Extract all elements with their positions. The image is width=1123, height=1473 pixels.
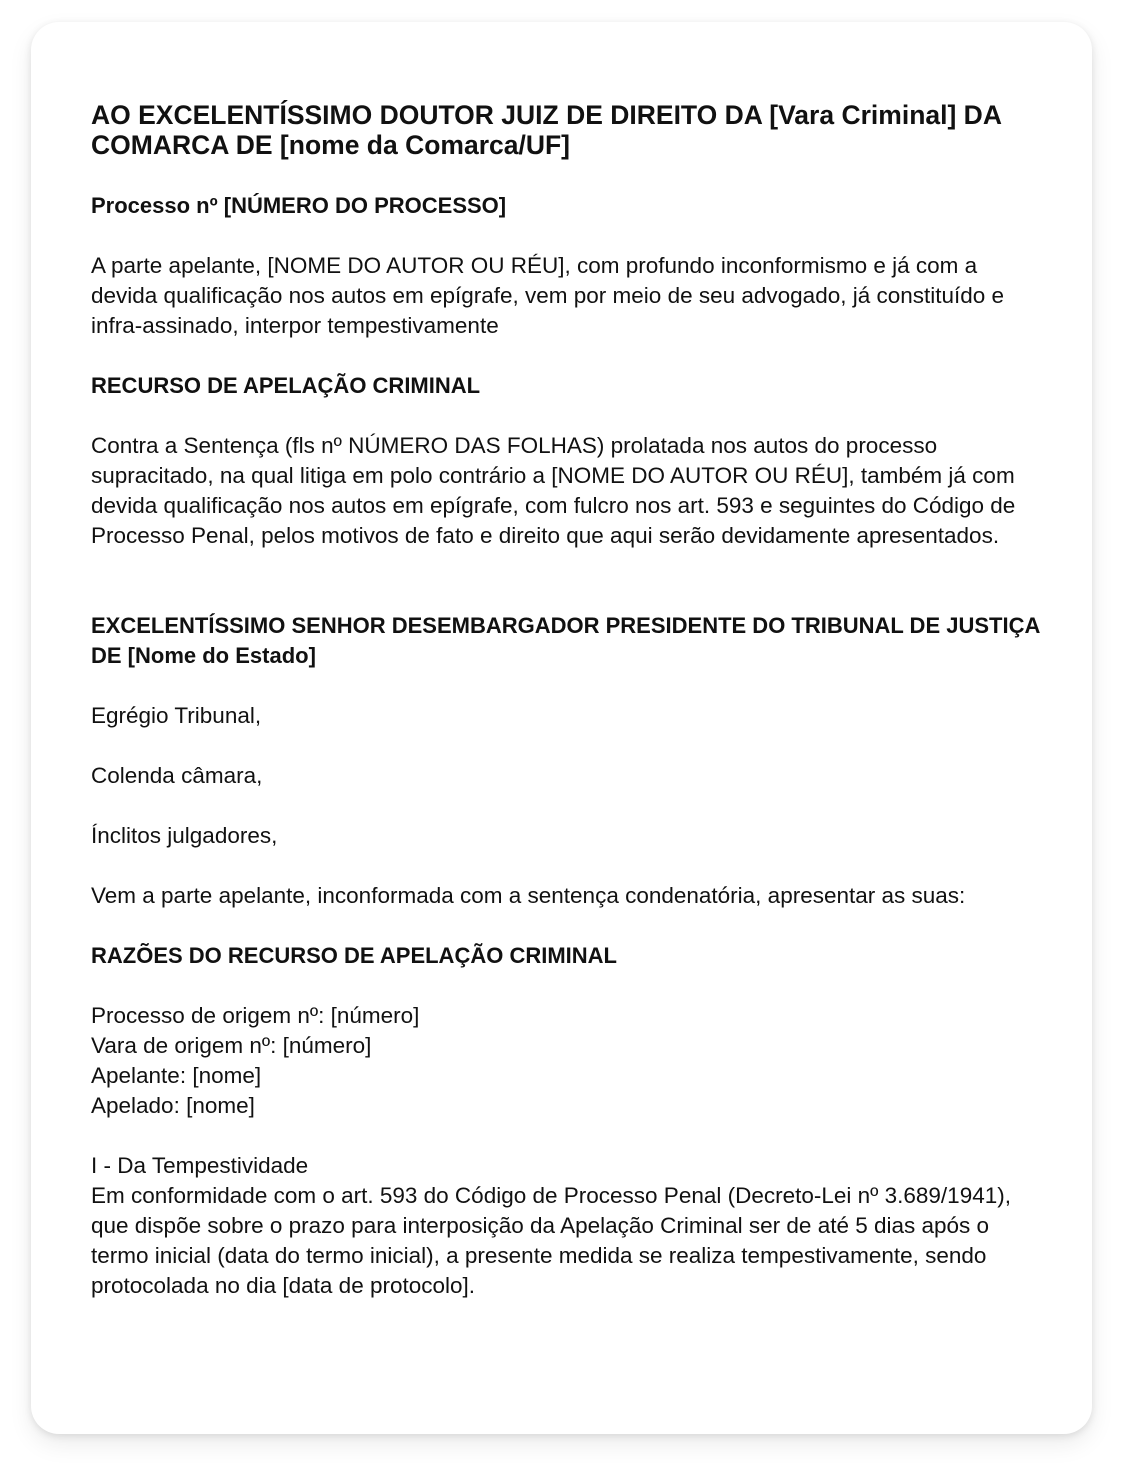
origin-court-number: Vara de origem nº: [número]	[91, 1033, 372, 1058]
appellee: Apelado: [nome]	[91, 1093, 255, 1118]
tribunal-heading: EXCELENTÍSSIMO SENHOR DESEMBARGADOR PRESIDENTE DO TRIBUNAL DE JUSTIÇA DE [Nome do Estado]	[91, 613, 1040, 668]
salutation-tribunal: Egrégio Tribunal,	[91, 703, 262, 728]
document-card	[31, 22, 1092, 1434]
presentation-paragraph: Vem a parte apelante, inconformada com a sentença condenatória, apresentar as suas:	[91, 883, 966, 908]
salutation-camara: Colenda câmara,	[91, 763, 263, 788]
appeal-heading: RECURSO DE APELAÇÃO CRIMINAL	[91, 373, 481, 398]
appellant: Apelante: [nome]	[91, 1063, 262, 1088]
document-title: AO EXCELENTÍSSIMO DOUTOR JUIZ DE DIREITO DA [Vara Criminal] DA COMARCA DE [nome da Comarca/UF]	[91, 100, 1001, 160]
salutation-julgadores: Ínclitos julgadores,	[91, 823, 278, 848]
reasons-heading: RAZÕES DO RECURSO DE APELAÇÃO CRIMINAL	[91, 943, 617, 968]
section-title-tempestividade: I - Da Tempestividade	[91, 1153, 309, 1178]
appeal-paragraph: Contra a Sentença (fls nº NÚMERO DAS FOLHAS) prolatada nos autos do processo supracitado, na qual litiga em polo contrário a [NOME DO AUTOR OU RÉU], também já com devida qualificação nos autos em epígrafe, com fulcro nos art. 593 e seguintes do Código de Processo Penal, pelos motivos de fato e direito que aqui serão devidamente apresentados.	[91, 433, 1016, 548]
intro-paragraph: A parte apelante, [NOME DO AUTOR OU RÉU], com profundo inconformismo e já com a devida qualificação nos autos em epígrafe, vem por meio de seu advogado, já constituído e infra-assinado, interpor tempestivamente	[91, 253, 1005, 338]
process-number: Processo nº [NÚMERO DO PROCESSO]	[91, 193, 507, 218]
origin-process-number: Processo de origem nº: [número]	[91, 1003, 420, 1028]
section-paragraph-tempestividade: Em conformidade com o art. 593 do Código de Processo Penal (Decreto-Lei nº 3.689/1941), que dispõe sobre o prazo para interposição da Apelação Criminal ser de até 5 dias após o termo inicial (data do termo inicial), a presente medida se realiza tempestivamente, sendo protocolada no dia [data de protocolo].	[91, 1183, 1011, 1298]
origin-details	[91, 1001, 1042, 1121]
